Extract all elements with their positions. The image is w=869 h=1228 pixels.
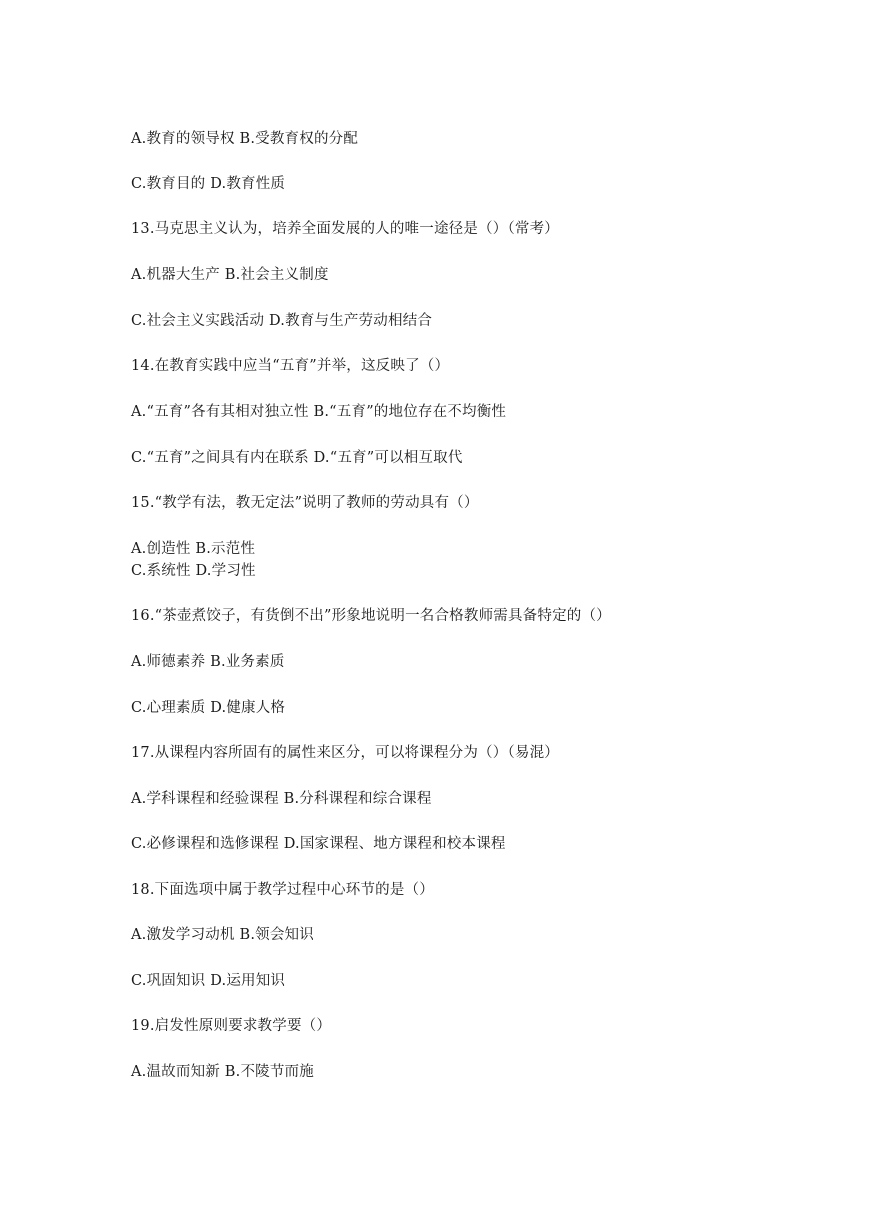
question-15: 15.“教学有法，教无定法”说明了教师的劳动具有（） (131, 495, 479, 511)
option-line-16-ab: A.师德素养 B.业务素质 (131, 654, 285, 670)
question-14: 14.在教育实践中应当“五育”并举，这反映了（） (131, 358, 450, 374)
option-line-18-cd: C.巩固知识 D.运用知识 (131, 973, 286, 989)
option-line-13-ab: A.机器大生产 B.社会主义制度 (131, 267, 329, 283)
option-line-14-cd: C.“五育”之间具有内在联系 D.“五育”可以相互取代 (131, 450, 463, 466)
option-line-15-cd: C.系统性 D.学习性 (131, 563, 256, 579)
question-16: 16.“茶壶煮饺子，有货倒不出”形象地说明一名合格教师需具备特定的（） (131, 608, 611, 624)
option-line-19-ab: A.温故而知新 B.不陵节而施 (131, 1064, 314, 1080)
option-line-15-ab: A.创造性 B.示范性 (131, 541, 256, 557)
option-line-17-cd: C.必修课程和选修课程 D.国家课程、地方课程和校本课程 (131, 836, 506, 852)
option-line-12-cd: C.教育目的 D.教育性质 (131, 176, 286, 192)
question-13: 13.马克思主义认为，培养全面发展的人的唯一途径是（）（常考） (131, 221, 560, 237)
question-17: 17.从课程内容所固有的属性来区分，可以将课程分为（）（易混） (131, 745, 560, 761)
question-18: 18.下面选项中属于教学过程中心环节的是（） (131, 882, 434, 898)
option-line-18-ab: A.激发学习动机 B.领会知识 (131, 927, 314, 943)
option-line-12-ab: A.教育的领导权 B.受教育权的分配 (131, 131, 359, 147)
option-line-16-cd: C.心理素质 D.健康人格 (131, 700, 286, 716)
option-line-17-ab: A.学科课程和经验课程 B.分科课程和综合课程 (131, 791, 432, 807)
option-line-14-ab: A.“五育”各有其相对独立性 B.“五育”的地位存在不均衡性 (131, 404, 507, 420)
question-19: 19.启发性原则要求教学要（） (131, 1018, 332, 1034)
option-line-13-cd: C.社会主义实践活动 D.教育与生产劳动相结合 (131, 313, 433, 329)
